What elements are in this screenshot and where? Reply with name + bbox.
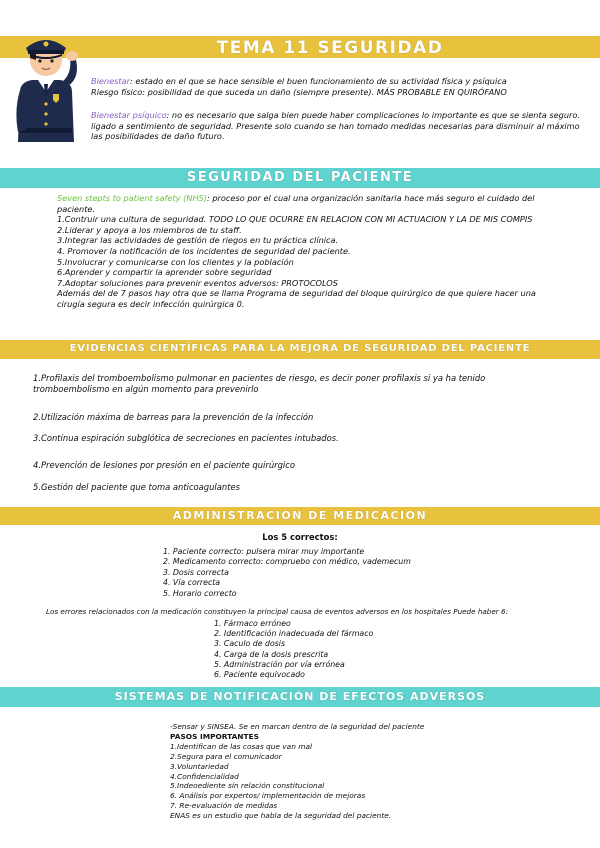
evidencias-item-1: 1.Profilaxis del tromboembolismo pulmonar en pacientes de riesgo, es decir poner profilaxis si ya ha tenido tromboembolismo en algún momento para prevenirlo: [33, 373, 486, 394]
list-item: 4. Vía correcta: [163, 578, 221, 588]
list-item: 4. Promover la notificación de los incidentes de seguridad del paciente.: [57, 245, 351, 256]
errores-list: [214, 619, 514, 680]
list-item: 1. Paciente correcto: pulsera mirar muy importante: [163, 547, 365, 556]
list-item: 4. Carga de la dosis prescrita: [214, 649, 329, 659]
list-item: 5.Involucrar y comunicarse con los clientes y la población: [57, 256, 294, 267]
evidencias-item-3: 3.Continua espiración subglótica de secreciones en pacientes intubados.: [33, 433, 339, 443]
list-item: 2. Identificación inadecuada del fármaco: [214, 629, 374, 639]
list-item: 3.Integrar las actividades de gestión de riegos en tu práctica clínica.: [57, 235, 339, 246]
nhs-label: Seven stepts to patient safety (NHS): [57, 193, 207, 203]
correctos-heading: Los 5 correctos:: [262, 532, 338, 542]
bienestar-definition: [91, 76, 591, 97]
list-item: 5.Indeoediente sin relación constitucional: [170, 781, 325, 791]
list-item: 3. Caculo de dosis: [214, 639, 286, 649]
psiquico-label: Bienestar psíquico: [91, 110, 167, 120]
seguridad-content: [57, 193, 557, 310]
police-officer-icon: [6, 30, 86, 150]
list-item: 2.Segura para el comunicador: [170, 751, 282, 761]
enas-note: ENAS es un estudio que habla de la seguridad del paciente.: [170, 811, 392, 821]
evidencias-item-4: 4.Prevención de lesiones por presión en el paciente quirúrgico: [33, 460, 295, 470]
section-title-evidencias: EVIDENCIAS CIENTÍFICAS PARA LA MEJORA DE SEGURIDAD DEL PACIENTE: [69, 343, 531, 354]
list-item: 3. Dosis correcta: [163, 567, 229, 577]
list-item: 4.Confidencialidad: [170, 771, 239, 781]
programa-quirurgico-note: Además del de 7 pasos hay otra que se llama Programa de seguridad del bloque quirúrgico de que quiere hacer una cirugía segura es decir infección quirúrgica 0.: [57, 288, 536, 309]
list-item: 5. Horario correcto: [163, 588, 237, 598]
list-item: 7. Re-evaluación de medidas: [170, 801, 278, 811]
list-item: 6. Paciente equivocado: [214, 670, 305, 680]
notificacion-content: [170, 722, 470, 821]
section-title-medicacion: ADMINISTRACION DE MEDICACION: [172, 509, 428, 522]
list-item: 2.Liderar y apoya a los miembros de tu staff.: [57, 224, 242, 235]
list-item: 7.Adoptar soluciones para prevenir eventos adversos: PROTOCOLOS: [57, 277, 338, 288]
list-item: 1.Contruir una cultura de seguridad. TODO LO QUE OCURRE EN RELACION CON MI ACTUACION Y LA DE MIS COMPIS: [57, 214, 533, 225]
list-item: 1.Identifican de las cosas que van mal: [170, 741, 313, 751]
evidencias-item-5: 5.Gestión del paciente que toma anticoagulantes: [33, 482, 240, 492]
seguridad-steps-list: [57, 214, 557, 288]
bienestar-text: : estado en el que se hace sensible el buen funcionamiento de su actividad física y psíquica: [130, 76, 507, 86]
list-item: 2. Medicamento correcto: compruebo con médico, vademecum: [163, 557, 411, 567]
list-item: 6. Análisis por expertos/ implementación de mejoras: [170, 791, 366, 801]
riesgo-fisico-text: Riesgo físico: posibilidad de que suceda un daño (siempre presente). MÁS PROBABLE EN QUIRÓFANO: [91, 86, 507, 97]
pasos-heading: PASOS IMPORTANTES: [170, 731, 259, 741]
section-title-seguridad: SEGURIDAD DEL PACIENTE: [186, 170, 414, 185]
sensar-line: -Sensar y SINSEA. Se en marcan dentro de la seguridad del paciente: [170, 722, 425, 731]
evidencias-item-2: 2.Utilización máxima de barreas para la prevención de la infección: [33, 412, 314, 422]
psiquico-text: : no es necesario que salga bien puede haber complicaciones lo importante es que se sienta seguro. ligado a sentimiento de seguridad. Presente solo cuando se han tomado medidas necesarias para disminuir al máximo las posibilidades de daño futuro.: [91, 110, 580, 142]
section-title-notificacion: SISTEMAS DE NOTIFICACIÓN DE EFECTOS ADVERSOS: [114, 690, 486, 703]
nhs-text: : proceso por el cual una organización sanitaria hace más seguro el cuidado del paciente.: [57, 193, 535, 214]
list-item: 5. Administración por vía errónea: [214, 659, 345, 669]
bienestar-psiquico-definition: [91, 110, 589, 142]
bienestar-label: Bienestar: [91, 76, 131, 86]
errores-intro: Los errores relacionados con la medicación constituyen la principal causa de eventos adversos en los hospitales Puede haber 6:: [46, 607, 509, 616]
list-item: 3.Voluntariedad: [170, 761, 229, 771]
page-title: TEMA 11 SEGURIDAD: [216, 38, 444, 58]
correctos-list: [163, 547, 483, 599]
list-item: 6.Aprender y compartir la aprender sobre seguridad: [57, 267, 272, 278]
list-item: 1. Fármaco erróneo: [214, 619, 291, 628]
